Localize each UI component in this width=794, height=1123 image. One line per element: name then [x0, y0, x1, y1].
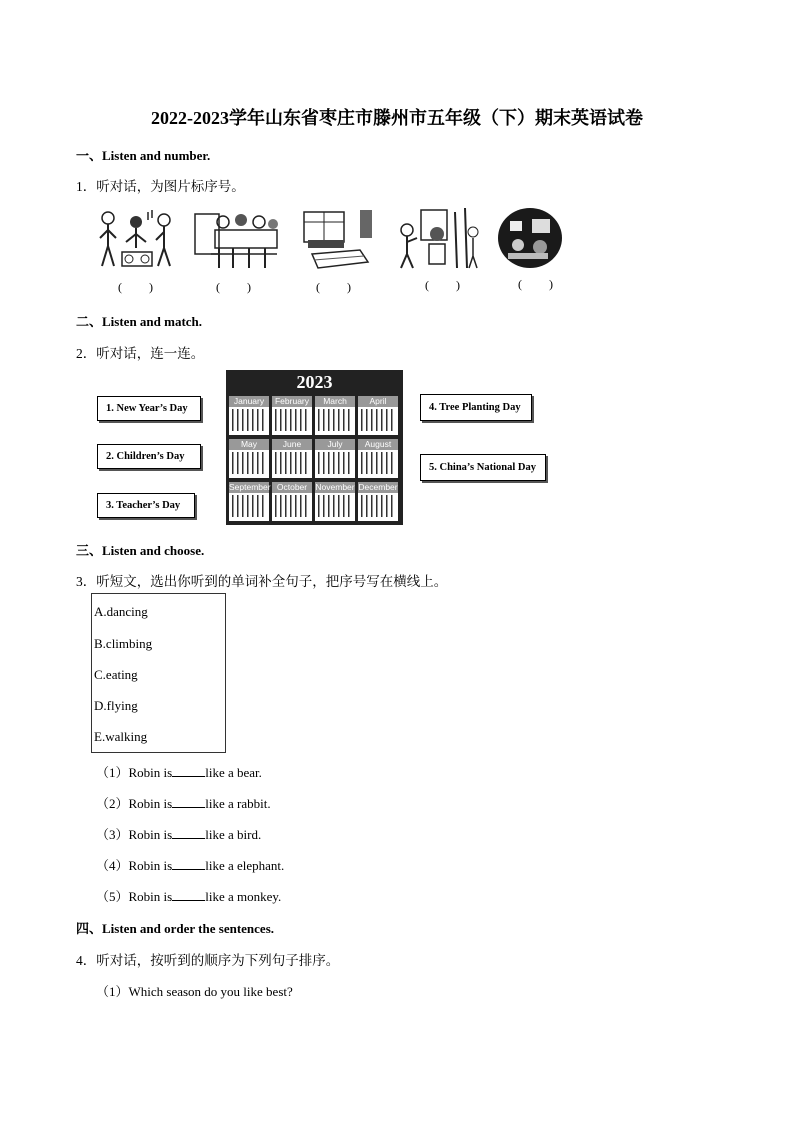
- answer-paren-4[interactable]: ( ): [425, 278, 461, 292]
- option-c: C.eating: [94, 667, 138, 682]
- bedroom-picture: [298, 210, 376, 272]
- section-1-heading: 一、Listen and number.: [76, 148, 211, 163]
- calendar-month: December: [358, 482, 398, 521]
- option-a: A.dancing: [94, 604, 148, 619]
- calendar-month: January: [229, 396, 269, 435]
- answer-paren-5[interactable]: ( ): [518, 277, 554, 291]
- calendar-month: June: [272, 439, 312, 478]
- sentence-4: （4）Robin is like a elephant.: [96, 858, 285, 873]
- blank-input[interactable]: [172, 795, 205, 808]
- calendar-month: March: [315, 396, 355, 435]
- page-title: 2022-2023学年山东省枣庄市滕州市五年级（下）期末英语试卷: [151, 108, 643, 128]
- blank-input[interactable]: [172, 888, 205, 901]
- painting-picture: [395, 208, 481, 270]
- answer-paren-1[interactable]: ( ): [118, 280, 154, 294]
- sentence-5: （5）Robin is like a monkey.: [96, 889, 282, 904]
- calendar-month: August: [358, 439, 398, 478]
- calendar-month: February: [272, 396, 312, 435]
- label-new-years-day[interactable]: 1. New Year’s Day: [97, 396, 201, 421]
- answer-paren-2[interactable]: ( ): [216, 280, 252, 294]
- calendar-month: May: [229, 439, 269, 478]
- calendar-month: September: [229, 482, 269, 521]
- label-childrens-day[interactable]: 2. Children’s Day: [97, 444, 201, 469]
- question-4: 4．听对话，按听到的顺序为下列句子排序。: [76, 953, 340, 968]
- kids-sitting-picture: [193, 210, 279, 272]
- label-national-day[interactable]: 5. China’s National Day: [420, 454, 546, 481]
- blank-input[interactable]: [172, 764, 205, 777]
- calendar-month: November: [315, 482, 355, 521]
- question-3: 3．听短文，选出你听到的单词补全句子，把序号写在横线上。: [76, 574, 448, 589]
- kids-music-picture: [96, 208, 176, 270]
- section-4-heading: 四、Listen and order the sentences.: [76, 921, 275, 936]
- sentence-order-1: （1）Which season do you like best?: [96, 984, 293, 999]
- calendar-month: April: [358, 396, 398, 435]
- section-3-heading: 三、Listen and choose.: [76, 543, 205, 558]
- option-b: B.climbing: [94, 636, 153, 651]
- section-2-heading: 二、Listen and match.: [76, 314, 203, 329]
- blank-input[interactable]: [172, 857, 205, 870]
- option-e: E.walking: [94, 729, 148, 744]
- label-tree-planting-day[interactable]: 4. Tree Planting Day: [420, 394, 532, 421]
- sentence-3: （3）Robin is like a bird.: [96, 827, 262, 842]
- label-teachers-day[interactable]: 3. Teacher’s Day: [97, 493, 195, 518]
- question-1: 1．听对话，为图片标序号。: [76, 179, 245, 194]
- calendar-month: October: [272, 482, 312, 521]
- answer-paren-3[interactable]: ( ): [316, 280, 352, 294]
- calendar-year: 2023: [296, 372, 333, 392]
- question-2: 2．听对话，连一连。: [76, 346, 205, 361]
- blank-input[interactable]: [172, 826, 205, 839]
- calendar-month: July: [315, 439, 355, 478]
- sentence-1: （1）Robin is like a bear.: [96, 765, 262, 780]
- option-d: D.flying: [94, 698, 138, 713]
- sentence-2: （2）Robin is like a rabbit.: [96, 796, 271, 811]
- round-photo-picture: [496, 207, 564, 269]
- calendar-2023: [226, 370, 403, 525]
